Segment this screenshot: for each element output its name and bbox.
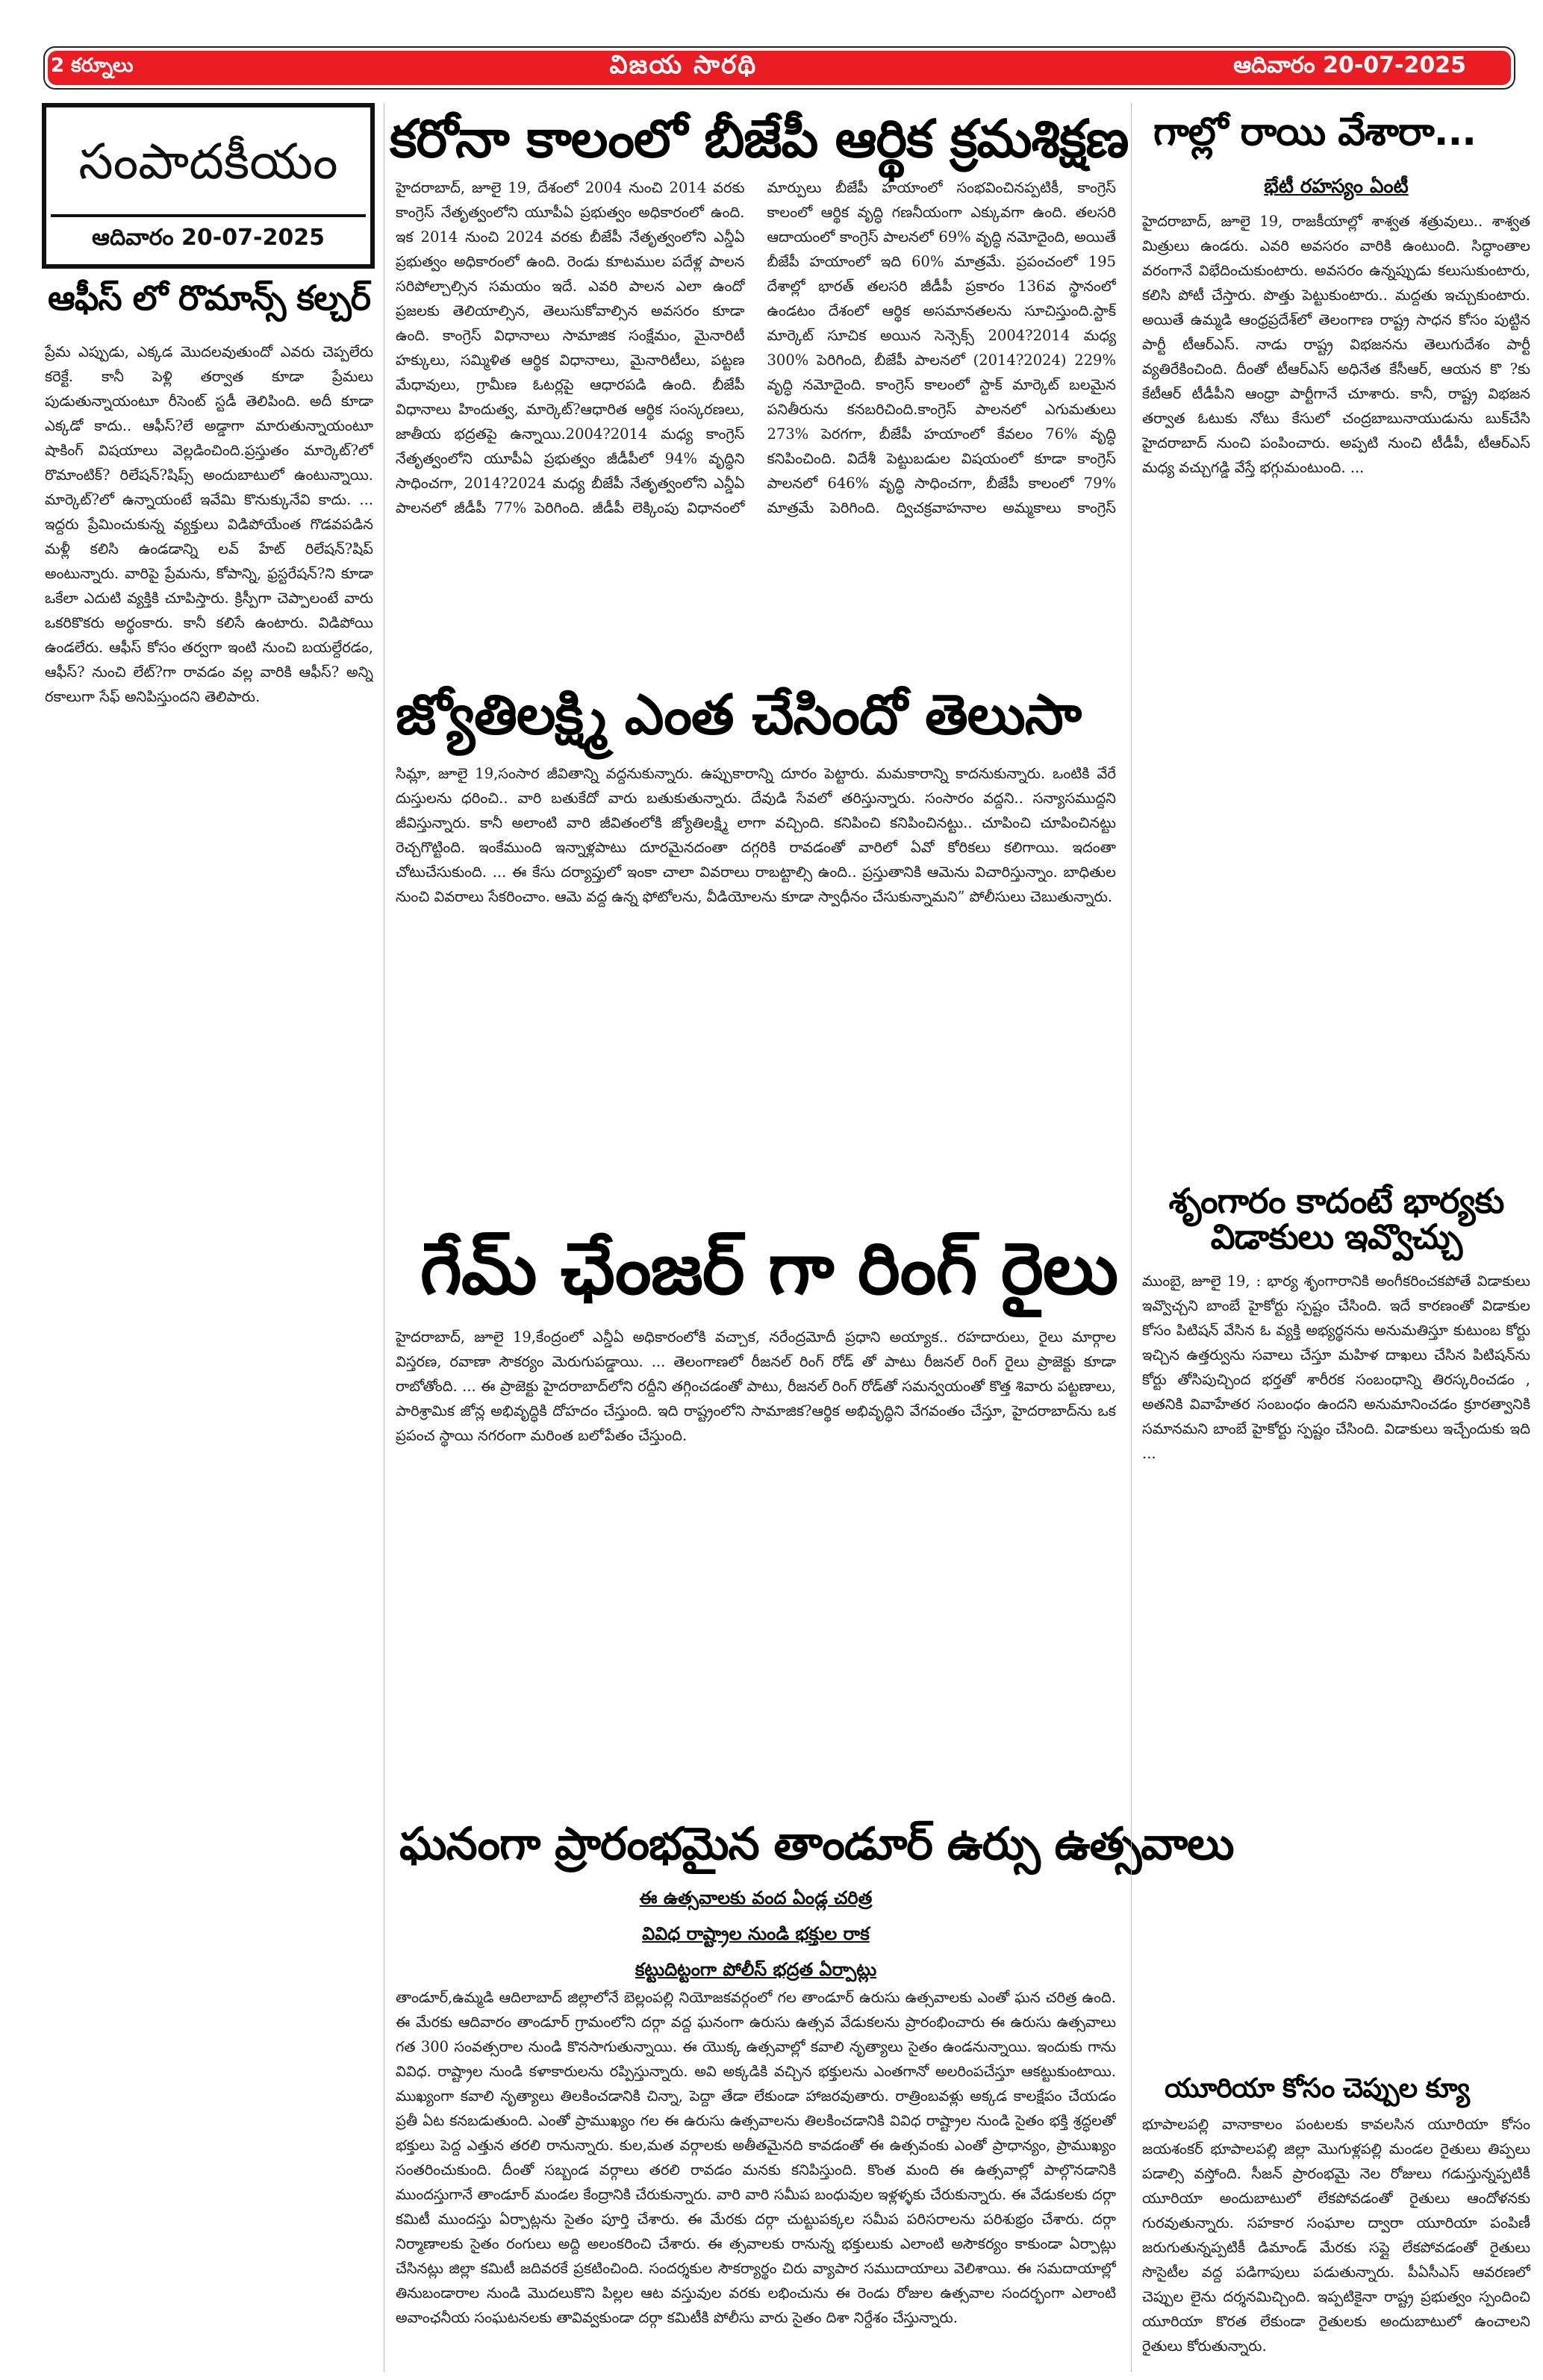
- jyothi-story-headline: జ్యోతిలక్ష్మి ఎంత చేసిందో తెలుసా: [396, 683, 1082, 747]
- divorce-headline: శృంగారం కాదంటే భార్యకు విడాకులు ఇవ్వొచ్చు: [1168, 1181, 1504, 1258]
- bjp-story-body: హైదరాబాద్, జూలై 19, దేశంలో 2004 నుంచి 2014 వరకు కాంగ్రెస్ నేతృత్వంలోని యూపీఏ ప్రభుత్వం అధికారంలో ఉంది. ఇక 2014 నుంచి 2024 వరకు బీజేపీ నేతృత్వంలోని ఎన్డీఏ ప్రభుత్వం అధికారంలో ఉంది. రెండు కూటముల పదేళ్ల పాలన సరిపోల్చాల్సిన సమయం ఇదే. ఎవరి పాలన ఎలా ఉందో ప్రజలకు తెలియాల్సిన, తెలుసుకోవాల్సిన అవసరం కూడా ఉంది. కాంగ్రెస్ విధానాలు సామాజిక సంక్షేమం, మైనారిటీ హక్కులు, సమ్మిళిత ఆర్థిక విధానాలు, మైనారిటీలు, పట్టణ మేధావులు, గ్రామీణ ఓటర్లపై ఆధారపడి ఉంది. బీజేపీ విధానాలు హిందుత్వ, మార్కెట్?ఆధారిత ఆర్థిక సంస్కరణలు, జాతీయ భద్రతపై ఉన్నాయి.2004?2014 మధ్య కాంగ్రెస్ నేతృత్వంలోని యూపీఏ ప్రభుత్వం జీడీపీలో 94% వృద్ధిని సాధించగా, 2014?2024 మధ్య బీజేపీ నేతృత్వంలోని ఎన్డీఏ పాలనలో జీడీపీ 77% పెరిగింది. జీడీపీ లెక్కింపు విధానంలో మార్పులు బీజేపీ హయాంలో సంభవించినప్పటికీ, కాంగ్రెస్ కాలంలో ఆర్థిక వృద్ధి గణనీయంగా ఎక్కువగా ఉంది. తలసరి ఆదాయంలో కాంగ్రెస్ పాలనలో 69% వృద్ధి నమోదైంది, అయితే బీజేపీ హయాంలో ఇది 60% మాత్రమే. ప్రపంచంలో 195 దేశాల్లో భారత్ తలసరి జీడీపీ ప్రకారం 136వ స్థానంలో ఉండటం దేశంలో ఆర్థిక అసమానతలను సూచిస్తుంది.స్టాక్ మార్కెట్ సూచిక అయిన సెన్సెక్స్ 2004?2014 మధ్య 300% పెరిగింది, బీజేపీ పాలనలో (2014?2024) 229% వృద్ధి నమోదైంది. కాంగ్రెస్ కాలంలో స్టాక్ మార్కెట్ బలమైన పనితీరును కనబరిచింది.కాంగ్రెస్ పాలనలో ఎగుమతులు 273% పెరగగా, బీజేపీ హయాంలో కేవలం 76% వృద్ధి కనిపించింది. విదేశీ పెట్టుబడుల విషయంలో కూడా కాంగ్రెస్ పాలనలో 646% వృద్ధి సాధించగా, బీజేపీ కాలంలో 79% మాత్రమే పెరిగింది. ద్విచక్రవాహనాల అమ్మకాలు కాంగ్రెస్: [396, 179, 1116, 516]
- masthead: [43, 46, 1515, 90]
- editorial-divider: [51, 214, 366, 217]
- galli-subhead-wrap: [1142, 175, 1530, 202]
- editorial-body: ప్రేమ ఎప్పుడు, ఎక్కడ మొదలవుతుందో ఎవరు చెప్పలేరు కరెక్టే. కానీ పెళ్లి తర్వాత కూడా ప్రేమలు పుడుతున్నాయంటూ రీసెంట్ స్టడీ తెలిపింది. అదీ కూడా ఎక్కడో కాదు.. ఆఫీస్?లే అడ్డాగా మారుతున్నాయంటూ షాకింగ్ విషయాలు వెల్లడించింది.ప్రస్తుతం మార్కెట్?లో రొమాంటిక్? రిలేషన్?షిప్స్ అందుబాటులో ఉంటున్నాయి. మార్కెట్?లో ఉన్నాయంటే ఇవేమి కొనుక్కునేవి కాదు. ... ఇద్దరు ప్రేమించుకున్న వ్యక్తులు విడిపోయేంత గొడవపడిన మళ్లీ కలిసి ఉండడాన్ని లవ్ హేట్ రిలేషన్?షిప్ అంటున్నారు. వారిపై ప్రేమను, కోపాన్ని, ఫ్రస్టరేషన్?ని కూడా ఒకేలా ఎదుటి వ్యక్తికి చూపిస్తారు. క్రిస్పీగా చెప్పాలంటే వారు ఒకరికొకరు అర్థంకారు. కానీ కలిసే ఉంటారు. విడిపోయి ఉండలేరు. ఆఫీస్ కోసం తర్వగా ఇంటి నుంచి బయల్దేరడం, ఆఫీస్? నుంచి లేట్?గా రావడం వల్ల వారికి ఆఫీస్? అన్ని రకాలుగా సేఫ్ అనిపిస్తుందని తెలిపారు.: [45, 343, 373, 705]
- divorce-body: ముంబై, జూలై 19, : భార్య శృంగారానికి అంగీకరించకపోతే విడాకులు ఇవ్వొచ్చని బాంబే హైకోర్టు స్పష్టం చేసింది. ఇదే కారణంతో విడాకుల కోసం పిటిషన్ వేసిన ఓ వ్యక్తి అభ్యర్థనను అనుమతిస్తూ కుటుంబ కోర్టు ఇచ్చిన ఉత్తర్వును సవాలు చేస్తూ మహిళ దాఖలు చేసిన పిటిషన్‌ను కోర్టు తోసిపుచ్చింద భర్తతో శారీరక సంబంధాన్ని తిరస్కరించడం , అతనికి వివాహేతర సంబంధం ఉందని అనుమానించడం క్రూరత్వానికి సమానమని బాంబే హైకోర్టు స్పష్టం చేసింది. విడాకులు ఇచ్చేందుకు ఇది ...: [1142, 1272, 1530, 1462]
- bjp-story-headline: కరోనా కాలంలో బీజేపీ ఆర్థిక క్రమశిక్షణ: [390, 108, 1129, 169]
- paper-name: విజయ సారథి: [609, 50, 758, 80]
- urs-subhead: కట్టుదిట్టంగా పోలీస్ భద్రత ఏర్పాట్లు: [635, 1959, 877, 1980]
- editorial-date: ఆదివారం 20-07-2025: [92, 225, 325, 251]
- masthead-date: ఆదివారం 20-07-2025: [1233, 52, 1466, 78]
- editorial-headline: ఆఫీస్ లో రొమాన్స్ కల్చర్: [47, 278, 371, 318]
- urs-body: తాండూర్,ఉమ్మడి ఆదిలాబాద్ జిల్లాలోనే బెల్లంపల్లి నియోజకవర్గంలో గల తాండూర్ ఉరుసు ఉత్సవాలకు ఎంతో ఘన చరిత్ర ఉంది. ఈ మేరకు ఆదివారం తాండూర్ గ్రామంలోని దర్గా వద్ద ఘనంగా ఉరుసు ఉత్సవ వేడుకలను ప్రారంభించారు ఈ ఉరుసు ఉత్సవాలు గత 300 సంవత్సరాల నుండి కొనసాగుతున్నాయి. ఈ యొక్క ఉత్సవాల్లో కవాలి నృత్యాలు సైతం ఉండనున్నాయి. ఇందుకు గాను వివిధ. రాష్ట్రాల నుండి కళాకారులను రప్పిస్తున్నారు. అవి అక్కడికి వచ్చిన భక్తులను ఎంతగానో అలరింపచేస్తూ ఆకట్టుకుంటాయి. ముఖ్యంగా కవాలి నృత్యాలు తిలకించడానికి చిన్నా, పెద్దా తేడా లేకుండా హాజరవుతారు. రాత్రింబవళ్లు అక్కడ కాలక్షేపం చేయడం ప్రతీ ఏట కనబడుతుంది. ఎంతో ప్రాముఖ్యం గల ఈ ఉరుసు ఉత్సవాలను తిలకించడానికి వివిధ రాష్ట్రాల నుండి సైతం భక్తి శ్రద్ధలతో భక్తులు పెద్ద ఎత్తున తరలి రానున్నారు. కుల,మత వర్గాలకు అతీతమైనది కావడంతో ఈ ఉత్సవంకు ఎంతో ప్రాధాన్యం, ప్రాముఖ్యం సంతరించుకుంది. దీంతో సబ్బండ వర్గాలు తరలి రావడం మనకు కనిపిస్తుంది. కొంత మంది ఈ ఉత్సవాల్లో పాల్గొనడానికి ముందస్తుగానే తాండూర్ మండల కేంద్రానికి చేరుకున్నారు. వారి వారి సమీప బంధువుల ఇళ్లళ్ళకు చేరుకున్నారు. ఈ వేడుకలకు దర్గా కమిటీ ముందస్తు ఏర్పాట్లను సైతం పూర్తి చేశారు. ఈ మేరకు దర్గా చుట్టుపక్కల సమీప పరిసరాలను పరిశుభ్రం చేశారు. దర్గా నిర్మాణాలకు సైతం రంగులు అద్ది అలంకరించి చేశారు. ఈ త్సవాలకు రానున్న భక్తులుకు ఎలాంటి అసౌకర్యం కాకుండా ఏర్పాట్లు చేసినట్లు జిల్లా కమిటీ జదివరకే ప్రకటించింది. సందర్శకుల సౌకర్యార్థం చిరు వ్యాపార సముదాయాలు వెలిశాయి. ఈ సమదాయాల్లో తినుబండారాల నుండి మొదలుకొని పిల్లల ఆట వస్తువుల వరకు లభించును ఈ రెండు రోజుల ఉత్సవాల సందర్భంగా ఎలాంటి అవాంఛనీయ సంఘటనలకు తావివ్వకుండా దర్గా కమిటీకి పోలీసు వారు సైతం దిశా నిర్దేశం చేస్తున్నారు.: [396, 1989, 1116, 2326]
- urea-body: భూపాలపల్లి వానాకాలం పంటలకు కావలసిన యూరియా కోసం జయశంకర్ భూపాలపల్లి జిల్లా మొగుళ్లపల్లి మండల రైతులు తిప్పలు పడాల్సి వస్తోంది. సీజన్ ప్రారంభమై నెల రోజులు గడుస్తున్నప్పటికీ యూరియా అందుబాటులో లేకపోవడంతో రైతులు ఆందోళనకు గురవుతున్నారు. సహకార సంఘాల ద్వారా యూరియా పంపిణీ జరుగుతున్నప్పటికీ డిమాండ్ మేరకు సప్లై లేకపోవడంతో రైతులు సొసైటీల వద్ద పడిగాపులు పడుతున్నారు. పీఏసీఎస్ ఆవరణలో చెప్పుల లైను దర్శనమిచ్చింది. ఇప్పటికైనా రాష్ట్ర ప్రభుత్వం స్పందించి యూరియా కొరత లేకుండా రైతులకు అందుబాటులో ఉంచాలని రైతులు కోరుతున్నారు.: [1142, 2116, 1530, 2355]
- jyothi-story-body: సిమ్లా, జూలై 19,సంసార జీవితాన్ని వద్దనుకున్నారు. ఉప్పుకారాన్ని దూరం పెట్టారు. మమకారాన్ని కాదనుకున్నారు. ఒంటికి వేరే దుస్తులను ధరించి.. వారి బతుకేదో వారు బతుకుతున్నారు. దేవుడి సేవలో తరిస్తున్నారు. సంసారం వద్దని.. సన్యాసముద్దని జీవిస్తున్నారు. కానీ అలాంటి వారి జీవితంలోకి జ్యోతిలక్ష్మి లాగా వచ్చింది. కనిపించి కనిపించినట్టు.. చూపించి చూపించినట్టు రెచ్చగొట్టింది. ఇంకేముంది ఇన్నాళ్లపాటు దూరమైనదంతా దగ్గరికి రావడంతో వారిలో ఏవో కోరికలు కలిగాయి. ఇదంతా చోటుచేసుకుంది. ... ఈ కేసు దర్యాప్తులో ఇంకా చాలా వివరాలు రాబట్టాల్సి ఉంది.. ప్రస్తుతానికి ఆమెను విచారిస్తున్నాం. బాధితుల నుంచి వివరాలు సేకరించాం. ఆమె వద్ద ఉన్న ఫోటోలను, వీడియోలను కూడా స్వాధీనం చేసుకున్నామని” పోలీసులు చెబుతున్నారు.: [396, 765, 1116, 905]
- page-label: 2 కర్నూలు: [51, 54, 134, 77]
- urs-subheads: [396, 1884, 1116, 1992]
- urs-subhead: వివిధ రాష్ట్రాల నుండి భక్తుల రాక: [642, 1923, 870, 1944]
- editorial-title: సంపాదకీయం: [78, 133, 338, 190]
- ring-rail-headline: గేమ్ ఛేంజర్ గా రింగ్ రైలు: [420, 1227, 1118, 1311]
- galli-headline: గాల్లో రాయి వేశారా...: [1153, 110, 1477, 154]
- column-divider: [1131, 103, 1132, 2372]
- editorial-box: [42, 103, 375, 269]
- galli-subhead: భేటీ రహస్యం ఏంటీ: [1264, 175, 1409, 198]
- masthead-bar: [48, 51, 1511, 85]
- urea-headline: యూరియా కోసం చెప్పుల క్యూ: [1165, 2073, 1469, 2104]
- galli-body: హైదరాబాద్, జూలై 19, రాజకీయాల్లో శాశ్వత శత్రువులు.. శాశ్వత మిత్రులు ఉండరు. ఎవరి అవసరం వారికి ఉంటుంది. సిద్ధాంతాల వరంగానే విభేదించుకుంటారు. అవసరం ఉన్నప్పుడు కలుసుకుంటారు, కలిసి పోటీ చేస్తారు. పొత్తు పెట్టుకుంటారు.. మద్దతు ఇచ్చుకుంటారు. అయితే ఉమ్మడి ఆంధ్రప్రదేశ్‌లో తెలంగాణ రాష్ట్ర సాధన కోసం పుట్టిన పార్టీ టీఆర్ఎస్. నాడు రాష్ట్ర విభజనను తెలుగుదేశం పార్టీ వ్యతిరేకించింది. దీంతో టీఆర్ఎస్ అధినేత కేసీఆర్, ఆయన కొ ?కు కేటీఆర్ టీడీపీని ఆంధ్రా పార్టీగానే చూశారు. కానీ, రాష్ట్ర విభజన తర్వాత ఓటుకు నోటు కేసులో చంద్రబాబునాయుడును బుక్‌చేసి హైదరాబాద్ నుంచి పంపించారు. అప్పటి నుంచి టీడీపీ, టీఆర్ఎస్ మధ్య వచ్చుగడ్డి వేస్తే భగ్గుమంటుంది. ...: [1142, 213, 1530, 476]
- ring-rail-body: హైదరాబాద్, జూలై 19,కేంద్రంలో ఎన్డీఏ అధికారంలోకి వచ్చాక, నరేంద్రమోదీ ప్రధాని అయ్యాక.. రహదారులు, రైలు మార్గాల విస్తరణ, రవాణా సౌకర్యం మెరుగుపడ్డాయి. ... తెలంగాణలో రీజనల్ రింగ్ రోడ్ తో పాటు రీజనల్ రింగ్ రైలు ప్రాజెక్టు కూడా రాబోతోంది. ... ఈ ప్రాజెక్టు హైదరాబాద్‌లోని రద్దీని తగ్గించడంతో పాటు, రీజనల్ రింగ్ రోడ్‌తో సమన్వయంతో కొత్త శివారు పట్టణాలు, పారిశ్రామిక జోన్ల అభివృద్ధికి దోహదం చేస్తుంది. ఇది రాష్ట్రంలోని సామాజిక?ఆర్థిక అభివృద్ధిని వేగవంతం చేస్తూ, హైదరాబాద్‌ను ఒక ప్రపంచ స్థాయి నగరంగా మరింత బలోపేతం చేస్తుంది.: [396, 1328, 1116, 1444]
- urs-subhead: ఈ ఉత్సవాలకు వంద ఏండ్ల చరిత్ర: [639, 1887, 873, 1908]
- urs-headline: ఘనంగా ప్రారంభమైన తాండూర్ ఉర్సు ఉత్సవాలు: [399, 1818, 1234, 1870]
